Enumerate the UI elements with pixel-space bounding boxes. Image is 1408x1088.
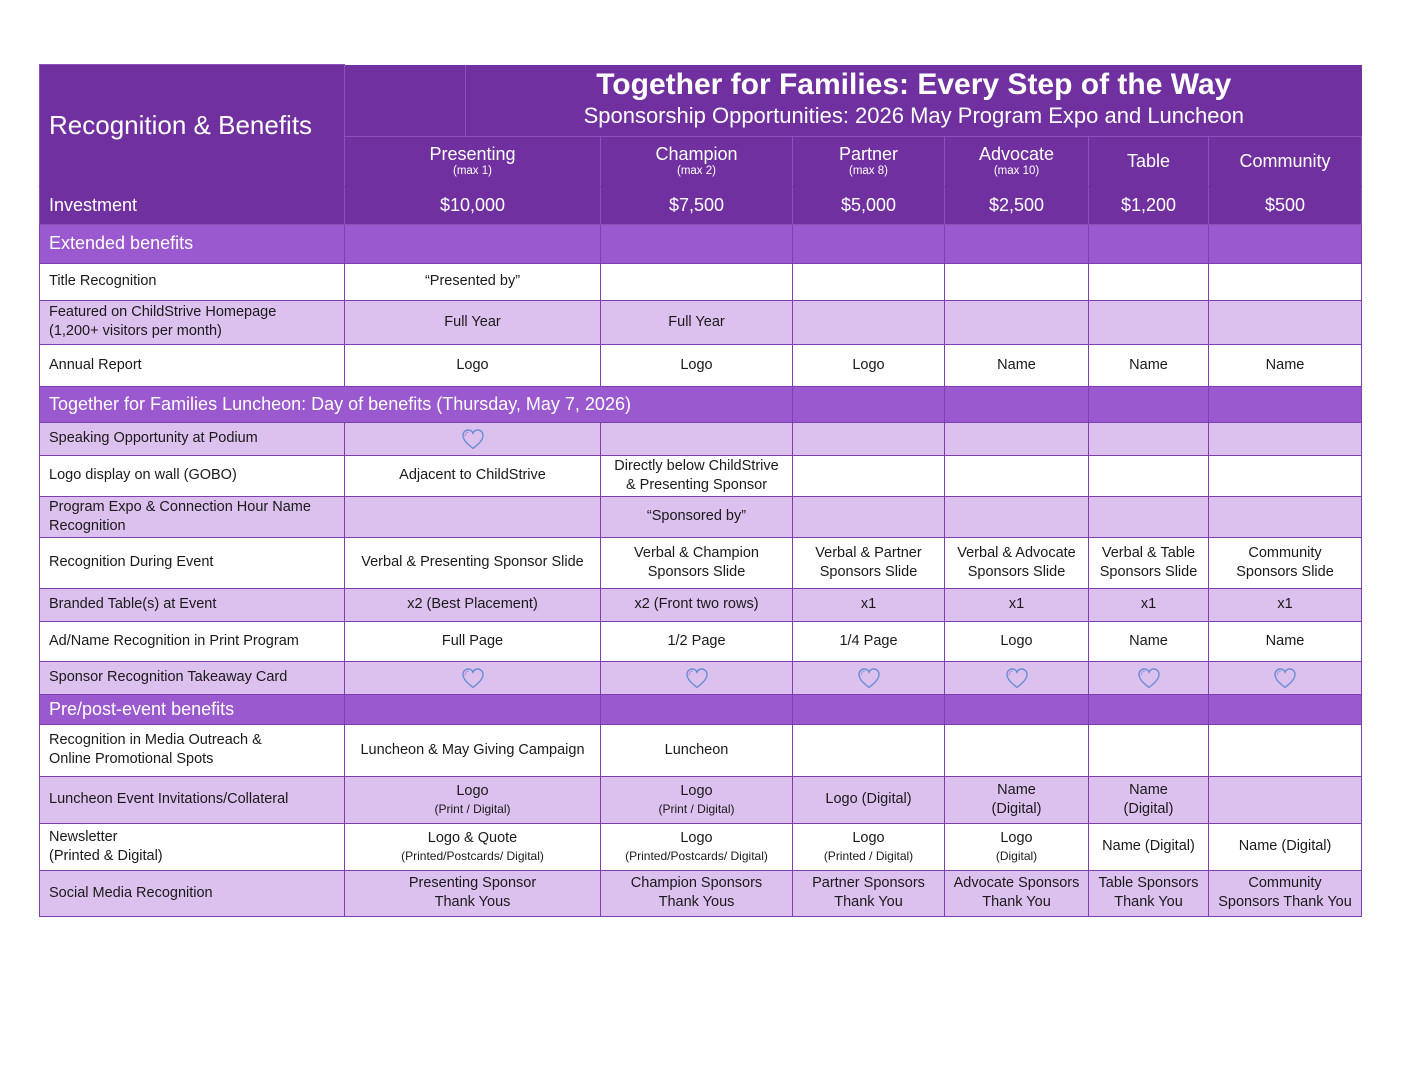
cell-homepage-champion: Full Year [601, 300, 793, 344]
cell-invite-advocate: Name (Digital) [945, 776, 1089, 823]
cell-tables-champion: x2 (Front two rows) [601, 588, 793, 621]
main-title: Together for Families: Every Step of the Way [596, 67, 1232, 101]
price-table: $1,200 [1089, 186, 1209, 224]
cell-print-presenting: Full Page [345, 621, 601, 661]
row-label-social: Social Media Recognition [40, 870, 345, 916]
cell-social-table: Table Sponsors Thank You [1089, 870, 1209, 916]
cell-during-champion: Verbal & Champion Sponsors Slide [601, 537, 793, 588]
cell-news-presenting: Logo & Quote (Printed/Postcards/ Digital) [345, 823, 601, 870]
tier-presenting: Presenting (max 1) [345, 136, 601, 186]
row-label-newsletter: Newsletter (Printed & Digital) [40, 823, 345, 870]
cell-print-partner: 1/4 Page [793, 621, 945, 661]
cell-tables-table: x1 [1089, 588, 1209, 621]
sponsorship-table [39, 64, 1362, 917]
price-champion: $7,500 [601, 186, 793, 224]
cell-news-community: Name (Digital) [1209, 823, 1362, 870]
cell-takeaway-community [1209, 661, 1362, 694]
heart-icon [460, 666, 486, 690]
subtitle: Sponsorship Opportunities: 2026 May Program Expo and Luncheon [583, 102, 1244, 128]
price-partner: $5,000 [793, 186, 945, 224]
section-prepost-benefits: Pre/post-event benefits [40, 694, 345, 724]
cell-takeaway-partner [793, 661, 945, 694]
row-label-title-recognition: Title Recognition [40, 263, 345, 300]
cell-takeaway-champion [601, 661, 793, 694]
cell-news-partner: Logo (Printed / Digital) [793, 823, 945, 870]
cell-print-advocate: Logo [945, 621, 1089, 661]
tier-partner: Partner (max 8) [793, 136, 945, 186]
cell-expo-champion: “Sponsored by” [601, 496, 793, 537]
heart-icon [856, 666, 882, 690]
row-label-expo: Program Expo & Connection Hour Name Recognition [40, 496, 345, 537]
cell-during-partner: Verbal & Partner Sponsors Slide [793, 537, 945, 588]
heart-icon [1004, 666, 1030, 690]
cell-takeaway-advocate [945, 661, 1089, 694]
cell-annual-advocate: Name [945, 344, 1089, 386]
cell-during-table: Verbal & Table Sponsors Slide [1089, 537, 1209, 588]
tier-community: Community [1209, 136, 1362, 186]
row-label-takeaway: Sponsor Recognition Takeaway Card [40, 661, 345, 694]
cell-news-advocate: Logo (Digital) [945, 823, 1089, 870]
row-label-annual-report: Annual Report [40, 344, 345, 386]
cell-during-presenting: Verbal & Presenting Sponsor Slide [345, 537, 601, 588]
cell-tables-presenting: x2 (Best Placement) [345, 588, 601, 621]
tier-table: Table [1089, 136, 1209, 186]
row-label-media: Recognition in Media Outreach & Online Promotional Spots [40, 724, 345, 776]
title-block [345, 65, 1362, 137]
cell-social-advocate: Advocate Sponsors Thank You [945, 870, 1089, 916]
cell-homepage-presenting: Full Year [345, 300, 601, 344]
cell-invite-partner: Logo (Digital) [793, 776, 945, 823]
heart-icon [684, 666, 710, 690]
cell-during-advocate: Verbal & Advocate Sponsors Slide [945, 537, 1089, 588]
cell-takeaway-table [1089, 661, 1209, 694]
cell-takeaway-presenting [345, 661, 601, 694]
cell-annual-presenting: Logo [345, 344, 601, 386]
cell-gobo-champion: Directly below ChildStrive & Presenting Sponsor [601, 455, 793, 496]
price-community: $500 [1209, 186, 1362, 224]
cell-annual-champion: Logo [601, 344, 793, 386]
row-label-gobo: Logo display on wall (GOBO) [40, 455, 345, 496]
row-label-print-program: Ad/Name Recognition in Print Program [40, 621, 345, 661]
cell-print-community: Name [1209, 621, 1362, 661]
recognition-benefits-title: Recognition & Benefits [40, 65, 345, 187]
cell-annual-table: Name [1089, 344, 1209, 386]
cell-during-community: Community Sponsors Slide [1209, 537, 1362, 588]
cell-invite-presenting: Logo (Print / Digital) [345, 776, 601, 823]
cell-social-champion: Champion Sponsors Thank Yous [601, 870, 793, 916]
cell-invite-champion: Logo (Print / Digital) [601, 776, 793, 823]
cell-media-presenting: Luncheon & May Giving Campaign [345, 724, 601, 776]
cell-media-champion: Luncheon [601, 724, 793, 776]
cell-social-presenting: Presenting Sponsor Thank Yous [345, 870, 601, 916]
cell-print-champion: 1/2 Page [601, 621, 793, 661]
cell-tables-advocate: x1 [945, 588, 1089, 621]
cell-invite-table: Name (Digital) [1089, 776, 1209, 823]
cell-social-partner: Partner Sponsors Thank You [793, 870, 945, 916]
tier-advocate: Advocate (max 10) [945, 136, 1089, 186]
cell-news-champion: Logo (Printed/Postcards/ Digital) [601, 823, 793, 870]
cell-title-presenting: “Presented by” [345, 263, 601, 300]
row-label-speaking: Speaking Opportunity at Podium [40, 422, 345, 455]
heart-icon [1272, 666, 1298, 690]
section-extended-benefits: Extended benefits [40, 224, 345, 263]
cell-speaking-presenting [345, 422, 601, 455]
row-label-homepage: Featured on ChildStrive Homepage (1,200+ visitors per month) [40, 300, 345, 344]
cell-print-table: Name [1089, 621, 1209, 661]
row-label-invitations: Luncheon Event Invitations/Collateral [40, 776, 345, 823]
tier-champion: Champion (max 2) [601, 136, 793, 186]
price-advocate: $2,500 [945, 186, 1089, 224]
row-label-branded-tables: Branded Table(s) at Event [40, 588, 345, 621]
price-presenting: $10,000 [345, 186, 601, 224]
cell-social-community: Community Sponsors Thank You [1209, 870, 1362, 916]
section-luncheon-day: Together for Families Luncheon: Day of benefits (Thursday, May 7, 2026) [40, 386, 793, 422]
cell-annual-community: Name [1209, 344, 1362, 386]
row-label-during-event: Recognition During Event [40, 537, 345, 588]
cell-news-table: Name (Digital) [1089, 823, 1209, 870]
heart-icon [460, 427, 486, 451]
cell-tables-partner: x1 [793, 588, 945, 621]
cell-tables-community: x1 [1209, 588, 1362, 621]
sponsorship-table-sheet [39, 64, 1361, 917]
cell-gobo-presenting: Adjacent to ChildStrive [345, 455, 601, 496]
cell-annual-partner: Logo [793, 344, 945, 386]
heart-icon [1136, 666, 1162, 690]
investment-label: Investment [40, 186, 345, 224]
